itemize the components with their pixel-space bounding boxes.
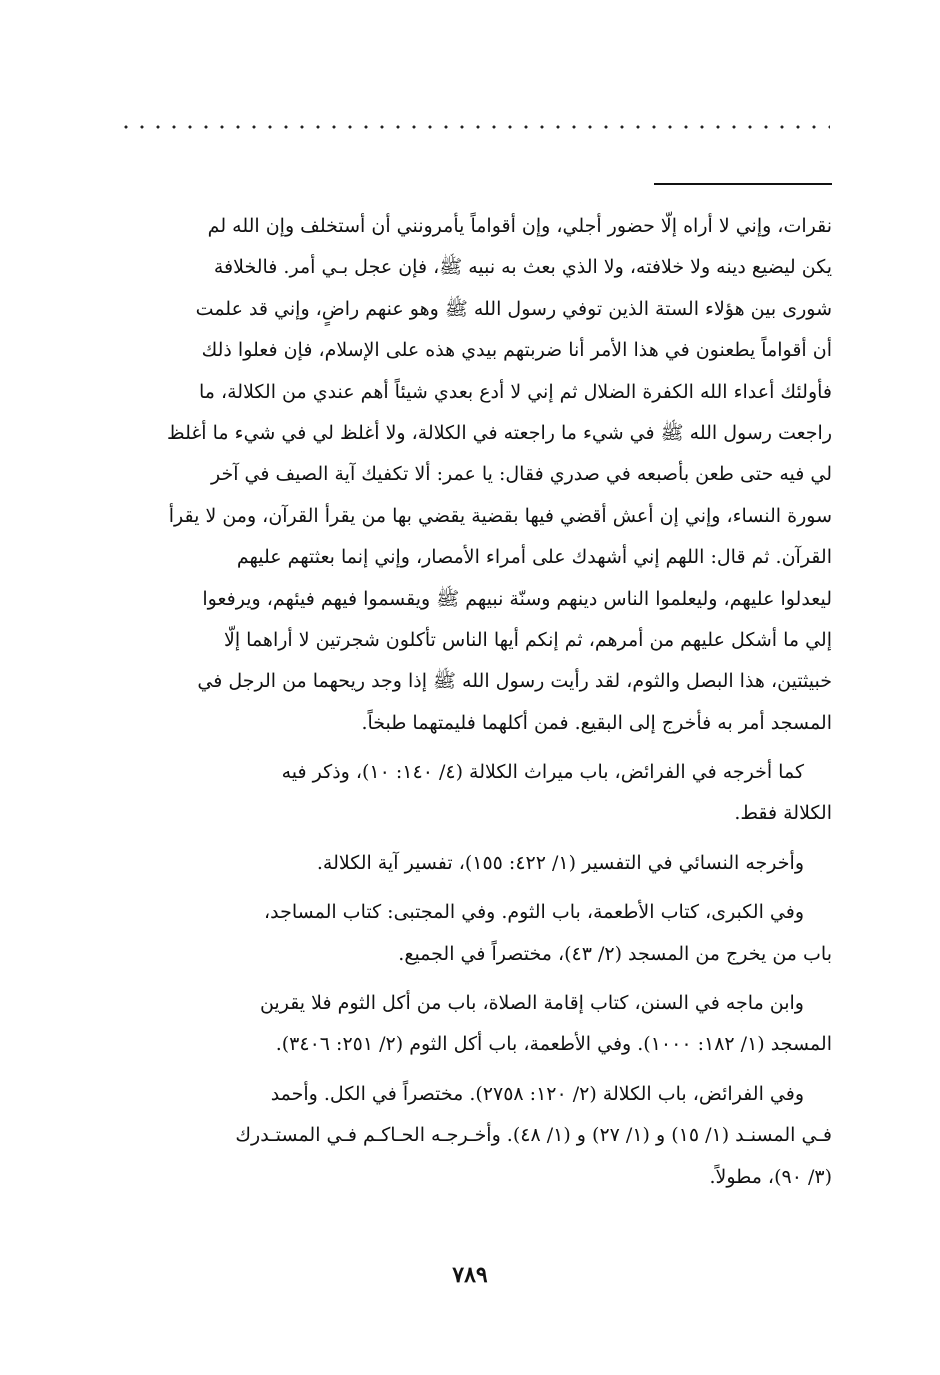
paragraph-line: وابن ماجه في السنن، كتاب إقامة الصلاة، باب من أكل الثوم فلا يقرين <box>259 992 804 1015</box>
text-line: راجعت رسول الله ﷺ في شيء ما راجعته في الكلالة، ولا أغلظ لي في شيء ما أغلظ <box>167 421 832 444</box>
paragraph-line: وأخرجه النسائي في التفسير (١/ ٤٢٢: ١٥٥)، تفسير آية الكلالة. <box>316 851 804 874</box>
page-text <box>104 206 832 1198</box>
paragraph-line: فـي المسنـد (١/ ١٥) و (١/ ٢٧) و (١/ ٤٨). وأخـرجـه الحـاكـم فـي المستـدرك <box>235 1124 832 1147</box>
text-line: شورى بين هؤلاء الستة الذين توفي رسول الله ﷺ وهو عنهم راضٍ، وإني قد علمت <box>195 297 832 320</box>
text-line: أن أقواماً يطعنون في هذا الأمر أنا ضربتهم بيدي هذه على الإسلام، فإن فعلوا ذلك <box>201 339 832 362</box>
text-line: ليعدلوا عليهم، وليعلموا الناس دينهم وسنّة نبيهم ﷺ ويقسموا فيهم فيئهم، ويرفعوا <box>202 587 832 610</box>
text-line: خبيثتين، هذا البصل والثوم، لقد رأيت رسول الله ﷺ إذا وجد ريحهما من الرجل في <box>197 670 832 693</box>
paragraph-line: باب من يخرج من المسجد (٢/ ٤٣)، مختصراً في الجميع. <box>398 942 832 965</box>
paragraph-line: وفي الكبرى، كتاب الأطعمة، باب الثوم. وفي المجتبى: كتاب المساجد، <box>264 901 804 924</box>
dotted-separator <box>118 124 830 130</box>
text-line: فأولئك أعداء الله الكفرة الضلال ثم إني لا أدع بعدي شيئاً أهم عندي من الكلالة، ما <box>198 380 832 403</box>
paragraph-line: الكلالة فقط. <box>734 802 832 825</box>
text-line: يكن ليضيع دينه ولا خلافته، ولا الذي بعث به نبيه ﷺ، فإن عجل بـي أمر. فالخلافة <box>213 256 832 279</box>
paragraph-line: كما أخرجه في الفرائض، باب ميراث الكلالة (٤/ ١٤٠: ١٠)، وذكر فيه <box>281 761 804 784</box>
paragraph-line: (٣/ ٩٠)، مطولاً. <box>709 1165 832 1188</box>
text-line: لي فيه حتى طعن بأصبعه في صدري فقال: يا عمر: ألا تكفيك آية الصيف في آخر <box>210 463 832 486</box>
text-line: المسجد أمر به فأخرج إلى البقيع. فمن أكلهما فليمتهما طبخاً. <box>361 711 832 734</box>
footnote-rule <box>654 183 832 185</box>
text-line: إلي ما أشكل عليهم من أمرهم، ثم إنكم أيها الناس تأكلون شجرتين لا أراهما إلّا <box>224 628 832 651</box>
text-line: نقرات، وإني لا أراه إلّا حضور أجلي، وإن أقواماً يأمرونني أن أستخلف وإن الله لم <box>207 215 832 237</box>
text-line: سورة النساء، وإني إن أعش أقضي فيها بقضية يقضي بها من يقرأ القرآن، ومن لا يقرأ <box>168 504 832 527</box>
paragraph-line: وفي الفرائض، باب الكلالة (٢/ ١٢٠: ٢٧٥٨). مختصراً في الكل. وأحمد <box>270 1082 804 1105</box>
paragraph-line: المسجد (١/ ١٨٢: ١٠٠٠). وفي الأطعمة، باب أكل الثوم (٢/ ٢٥١: ٣٤٠٦). <box>275 1033 832 1056</box>
page-number: ٧٨٩ <box>452 1262 488 1288</box>
text-line: القرآن. ثم قال: اللهم إني أشهدك على أمراء الأمصار، وإني إنما بعثتهم عليهم <box>236 546 832 569</box>
